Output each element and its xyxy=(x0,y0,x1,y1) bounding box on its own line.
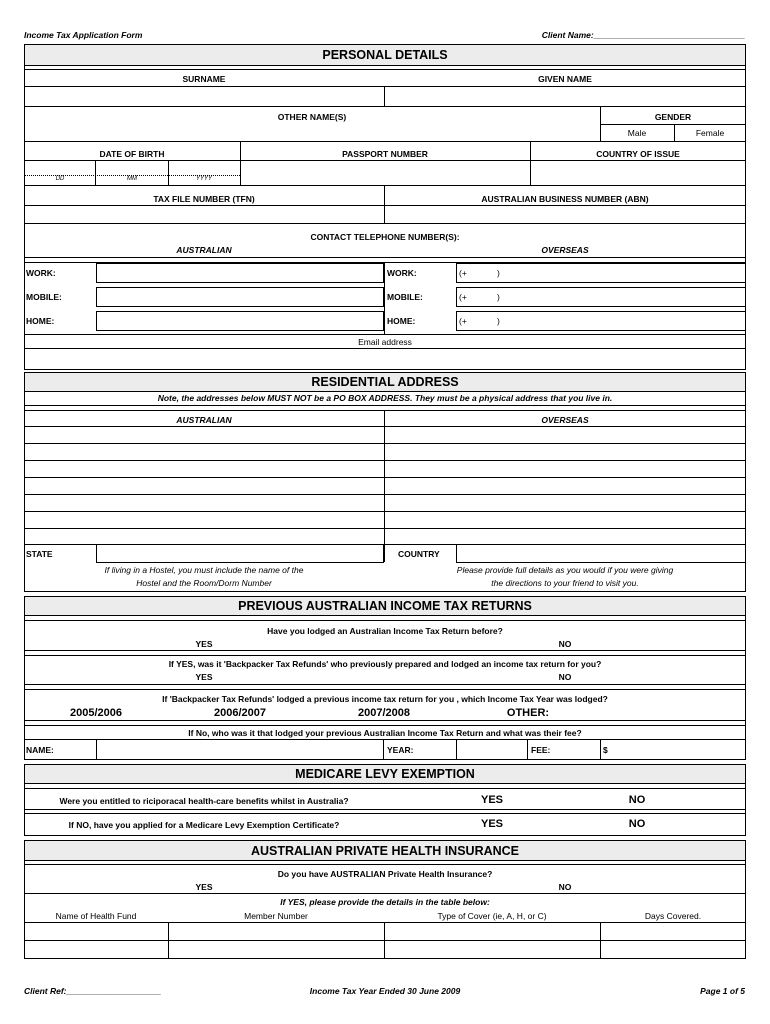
contact-label: CONTACT TELEPHONE NUMBER(S): xyxy=(310,232,460,242)
other-names-input[interactable] xyxy=(25,124,599,140)
year-option-other[interactable]: OTHER: xyxy=(506,707,550,719)
dob-year-input[interactable] xyxy=(169,161,239,174)
member-number-input[interactable] xyxy=(169,923,383,958)
year-label: YEAR: xyxy=(387,745,414,755)
days-covered-input[interactable] xyxy=(601,923,745,958)
address-overseas-label: OVERSEAS xyxy=(541,415,589,425)
home-label: HOME: xyxy=(26,316,55,326)
po-box-note: Note, the addresses below MUST NOT be a PO BOX ADDRESS. They must be a physical address that you live in. xyxy=(157,393,613,403)
home-phone-input[interactable] xyxy=(96,311,384,331)
backpacker-question: If YES, was it 'Backpacker Tax Refunds' who previously prepared and lodged an income tax return for you? xyxy=(168,659,602,669)
client-name-field[interactable]: Client Name:________________________________ xyxy=(541,30,745,40)
exemption-question: If NO, have you applied for a Medicare Levy Exemption Certificate? xyxy=(68,820,340,830)
col-type-of-cover: Type of Cover (ie, A, H, or C) xyxy=(437,911,547,921)
personal-details-title: PERSONAL DETAILS xyxy=(322,48,448,62)
country-code-close: ) xyxy=(497,268,500,278)
passport-label: PASSPORT NUMBER xyxy=(342,149,428,159)
previous-returns-title: PREVIOUS AUSTRALIAN INCOME TAX RETURNS xyxy=(238,599,532,613)
given-name-label: GIVEN NAME xyxy=(538,74,592,84)
directions-note-2: the directions to your friend to visit you. xyxy=(491,578,639,588)
state-label: STATE xyxy=(26,549,53,559)
other-names-label: OTHER NAME(S) xyxy=(277,112,347,122)
year-input[interactable] xyxy=(456,739,528,760)
fee-input[interactable] xyxy=(600,739,746,760)
work-label: WORK: xyxy=(26,268,56,278)
overseas-home-label: HOME: xyxy=(387,316,416,326)
address-australian-label: AUSTRALIAN xyxy=(176,415,232,425)
residential-title: RESIDENTIAL ADDRESS xyxy=(311,375,459,389)
form-title: Income Tax Application Form xyxy=(24,30,143,40)
hostel-note-2: Hostel and the Room/Dorm Number xyxy=(136,578,272,588)
country-input[interactable] xyxy=(456,544,746,563)
reciprocal-no[interactable]: NO xyxy=(628,794,646,806)
backpacker-yes[interactable]: YES xyxy=(195,672,213,682)
surname-label: SURNAME xyxy=(182,74,226,84)
lodged-before-yes[interactable]: YES xyxy=(195,639,213,649)
health-insurance-question: Do you have AUSTRALIAN Private Health Insurance? xyxy=(277,869,493,879)
page-number: Page 1 of 5 xyxy=(700,986,745,996)
passport-input[interactable] xyxy=(241,161,529,184)
preparer-name-input[interactable] xyxy=(96,739,384,760)
country-code-prefix: (+ xyxy=(459,316,467,326)
overseas-mobile-label: MOBILE: xyxy=(387,292,423,302)
lodged-before-no[interactable]: NO xyxy=(558,639,572,649)
who-lodged-question: If No, who was it that lodged your previous Australian Income Tax Return and what was their fee? xyxy=(188,728,582,738)
country-issue-label: COUNTRY OF ISSUE xyxy=(596,149,680,159)
country-code-prefix: (+ xyxy=(459,292,467,302)
reciprocal-question: Were you entitled to riciporacal health-care benefits whilst in Australia? xyxy=(59,796,349,806)
health-details-note: If YES, please provide the details in the table below: xyxy=(280,897,490,907)
australian-address-input[interactable] xyxy=(25,427,383,543)
country-label: COUNTRY xyxy=(398,549,440,559)
country-code-close: ) xyxy=(497,316,500,326)
health-insurance-no[interactable]: NO xyxy=(558,882,572,892)
health-fund-input[interactable] xyxy=(25,923,167,958)
reciprocal-yes[interactable]: YES xyxy=(480,794,503,806)
year-option-2005[interactable]: 2005/2006 xyxy=(70,707,122,719)
medicare-title: MEDICARE LEVY EXEMPTION xyxy=(295,767,475,781)
name-label: NAME: xyxy=(26,745,54,755)
dob-day-input[interactable] xyxy=(25,161,94,174)
gender-label: GENDER xyxy=(654,112,692,122)
contact-overseas-label: OVERSEAS xyxy=(541,245,589,255)
hostel-note-1: If living in a Hostel, you must include the name of the xyxy=(104,565,304,575)
tfn-label: TAX FILE NUMBER (TFN) xyxy=(153,194,255,204)
state-input[interactable] xyxy=(96,544,384,563)
col-member-number: Member Number xyxy=(244,911,308,921)
type-of-cover-input[interactable] xyxy=(385,923,599,958)
email-label: Email address xyxy=(358,337,412,347)
client-ref: Client Ref:____________________ xyxy=(24,986,162,996)
email-input[interactable] xyxy=(25,349,745,369)
col-days-covered: Days Covered. xyxy=(644,911,702,921)
contact-australian-label: AUSTRALIAN xyxy=(176,245,232,255)
health-insurance-title: AUSTRALIAN PRIVATE HEALTH INSURANCE xyxy=(250,844,520,858)
tax-year-footer: Income Tax Year Ended 30 June 2009 xyxy=(309,986,461,996)
lodged-before-question: Have you lodged an Australian Income Tax Return before? xyxy=(267,626,503,636)
dollar-sign: $ xyxy=(603,745,608,755)
health-insurance-yes[interactable]: YES xyxy=(195,882,213,892)
gender-male-option[interactable]: Male xyxy=(627,128,647,138)
overseas-address-input[interactable] xyxy=(385,427,745,543)
dob-month-input[interactable] xyxy=(96,161,167,174)
exemption-yes[interactable]: YES xyxy=(480,818,503,830)
year-lodged-question: If 'Backpacker Tax Refunds' lodged a previous income tax return for you , which Income Tax Year was lodged? xyxy=(162,694,608,704)
abn-label: AUSTRALIAN BUSINESS NUMBER (ABN) xyxy=(481,194,649,204)
year-option-2006[interactable]: 2006/2007 xyxy=(214,707,266,719)
country-code-prefix: (+ xyxy=(459,268,467,278)
work-phone-input[interactable] xyxy=(96,263,384,283)
dob-label: DATE OF BIRTH xyxy=(99,149,165,159)
exemption-no[interactable]: NO xyxy=(628,818,646,830)
surname-input[interactable] xyxy=(25,87,383,105)
mobile-phone-input[interactable] xyxy=(96,287,384,307)
directions-note-1: Please provide full details as you would if you were giving xyxy=(456,565,674,575)
overseas-work-label: WORK: xyxy=(387,268,417,278)
abn-input[interactable] xyxy=(385,206,745,222)
country-code-close: ) xyxy=(497,292,500,302)
gender-female-option[interactable]: Female xyxy=(695,128,725,138)
tfn-input[interactable] xyxy=(25,206,383,222)
year-option-2007[interactable]: 2007/2008 xyxy=(358,707,410,719)
fee-label: FEE: xyxy=(531,745,551,755)
yyyy-hint: YYYY xyxy=(195,176,212,182)
country-issue-input[interactable] xyxy=(531,161,745,184)
given-name-input[interactable] xyxy=(385,87,745,105)
backpacker-no[interactable]: NO xyxy=(558,672,572,682)
mobile-label: MOBILE: xyxy=(26,292,62,302)
mm-hint: MM xyxy=(127,176,137,182)
col-health-fund: Name of Health Fund xyxy=(55,911,137,921)
dd-hint: DD xyxy=(55,176,65,182)
